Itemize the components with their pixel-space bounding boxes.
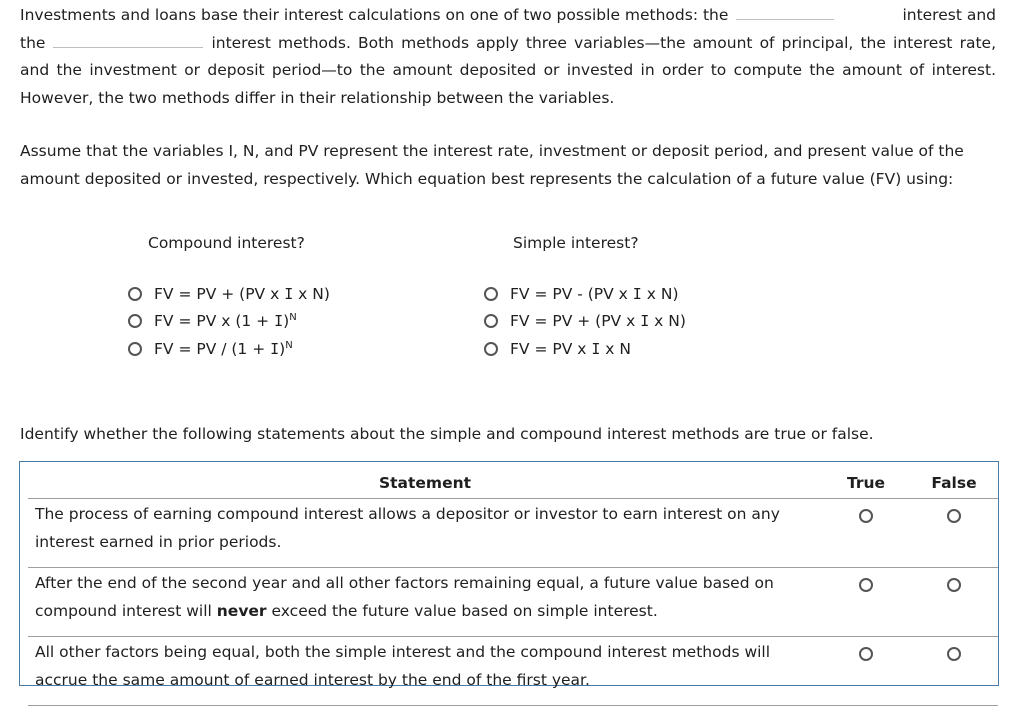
simple-option-3[interactable] [484, 335, 686, 363]
radio-true[interactable] [859, 647, 873, 661]
true-cell [822, 637, 910, 706]
radio-false[interactable] [947, 647, 961, 661]
header-statement: Statement [28, 468, 822, 499]
radio-button[interactable] [484, 287, 498, 301]
statement-table-box [19, 461, 999, 689]
table-header-row [28, 468, 998, 499]
option-label: FV = PV + (PV x I x N) [154, 284, 330, 303]
header-true: True [822, 468, 910, 499]
blank-dropdown-1[interactable] [736, 4, 834, 20]
instruction-paragraph: Identify whether the following statements about the simple and compound interest methods are true or false. [20, 425, 874, 443]
simple-option-2[interactable] [484, 308, 686, 336]
radio-false[interactable] [947, 578, 961, 592]
statement-text: All other factors being equal, both the simple interest and the compound interest methods will accrue the same amount of earned interest by the end of the first year. [28, 637, 822, 706]
intro-paragraph [20, 2, 996, 112]
radio-button[interactable] [128, 314, 142, 328]
intro-text-c: the [20, 33, 46, 52]
radio-true[interactable] [859, 509, 873, 523]
statement-text: The process of earning compound interest allows a depositor or investor to earn interest on any interest earned in prior periods. [28, 499, 822, 568]
intro-text-b: interest and [902, 6, 996, 24]
radio-true[interactable] [859, 578, 873, 592]
statement-table [28, 468, 998, 706]
radio-button[interactable] [128, 287, 142, 301]
simple-options [484, 280, 686, 363]
radio-button[interactable] [484, 342, 498, 356]
false-cell [910, 568, 998, 637]
option-label: FV = PV x I x N [510, 339, 631, 358]
statement-text: After the end of the second year and all other factors remaining equal, a future value based on compound interest will never exceed the future value based on simple interest. [28, 568, 822, 637]
false-cell [910, 637, 998, 706]
question-paragraph: Assume that the variables I, N, and PV represent the interest rate, investment or deposit period, and present value of the amount deposited or invested, respectively. Which equation best represents the calculation of a future value (FV) using: [20, 142, 964, 188]
option-label: FV = PV / $(1 + I)^N$ [154, 339, 293, 358]
radio-button[interactable] [484, 314, 498, 328]
table-row [28, 637, 998, 706]
blank-dropdown-2[interactable] [53, 32, 203, 48]
true-cell [822, 568, 910, 637]
option-label: FV = PV x $(1 + I)^N$ [154, 312, 297, 331]
intro-text-a: Investments and loans base their interest calculations on one of two possible methods: the [20, 6, 729, 24]
simple-heading: Simple interest? [513, 234, 639, 252]
compound-option-2[interactable] [128, 308, 330, 336]
table-row [28, 499, 998, 568]
header-false: False [910, 468, 998, 499]
option-label: FV = PV + (PV x I x N) [510, 312, 686, 331]
simple-option-1[interactable] [484, 280, 686, 308]
compound-heading: Compound interest? [148, 234, 305, 252]
table-row [28, 568, 998, 637]
true-cell [822, 499, 910, 568]
compound-option-3[interactable] [128, 335, 330, 363]
false-cell [910, 499, 998, 568]
radio-false[interactable] [947, 509, 961, 523]
option-label: FV = PV - (PV x I x N) [510, 284, 679, 303]
compound-option-1[interactable] [128, 280, 330, 308]
radio-button[interactable] [128, 342, 142, 356]
intro-text-d: interest methods. Both methods apply three variables—the amount of principal, the interest rate, and the investment or deposit period—to the amount deposited or invested in order to compute the amount of interest. However, the two methods differ in their relationship between the variables. [20, 33, 996, 107]
compound-options [128, 280, 330, 363]
